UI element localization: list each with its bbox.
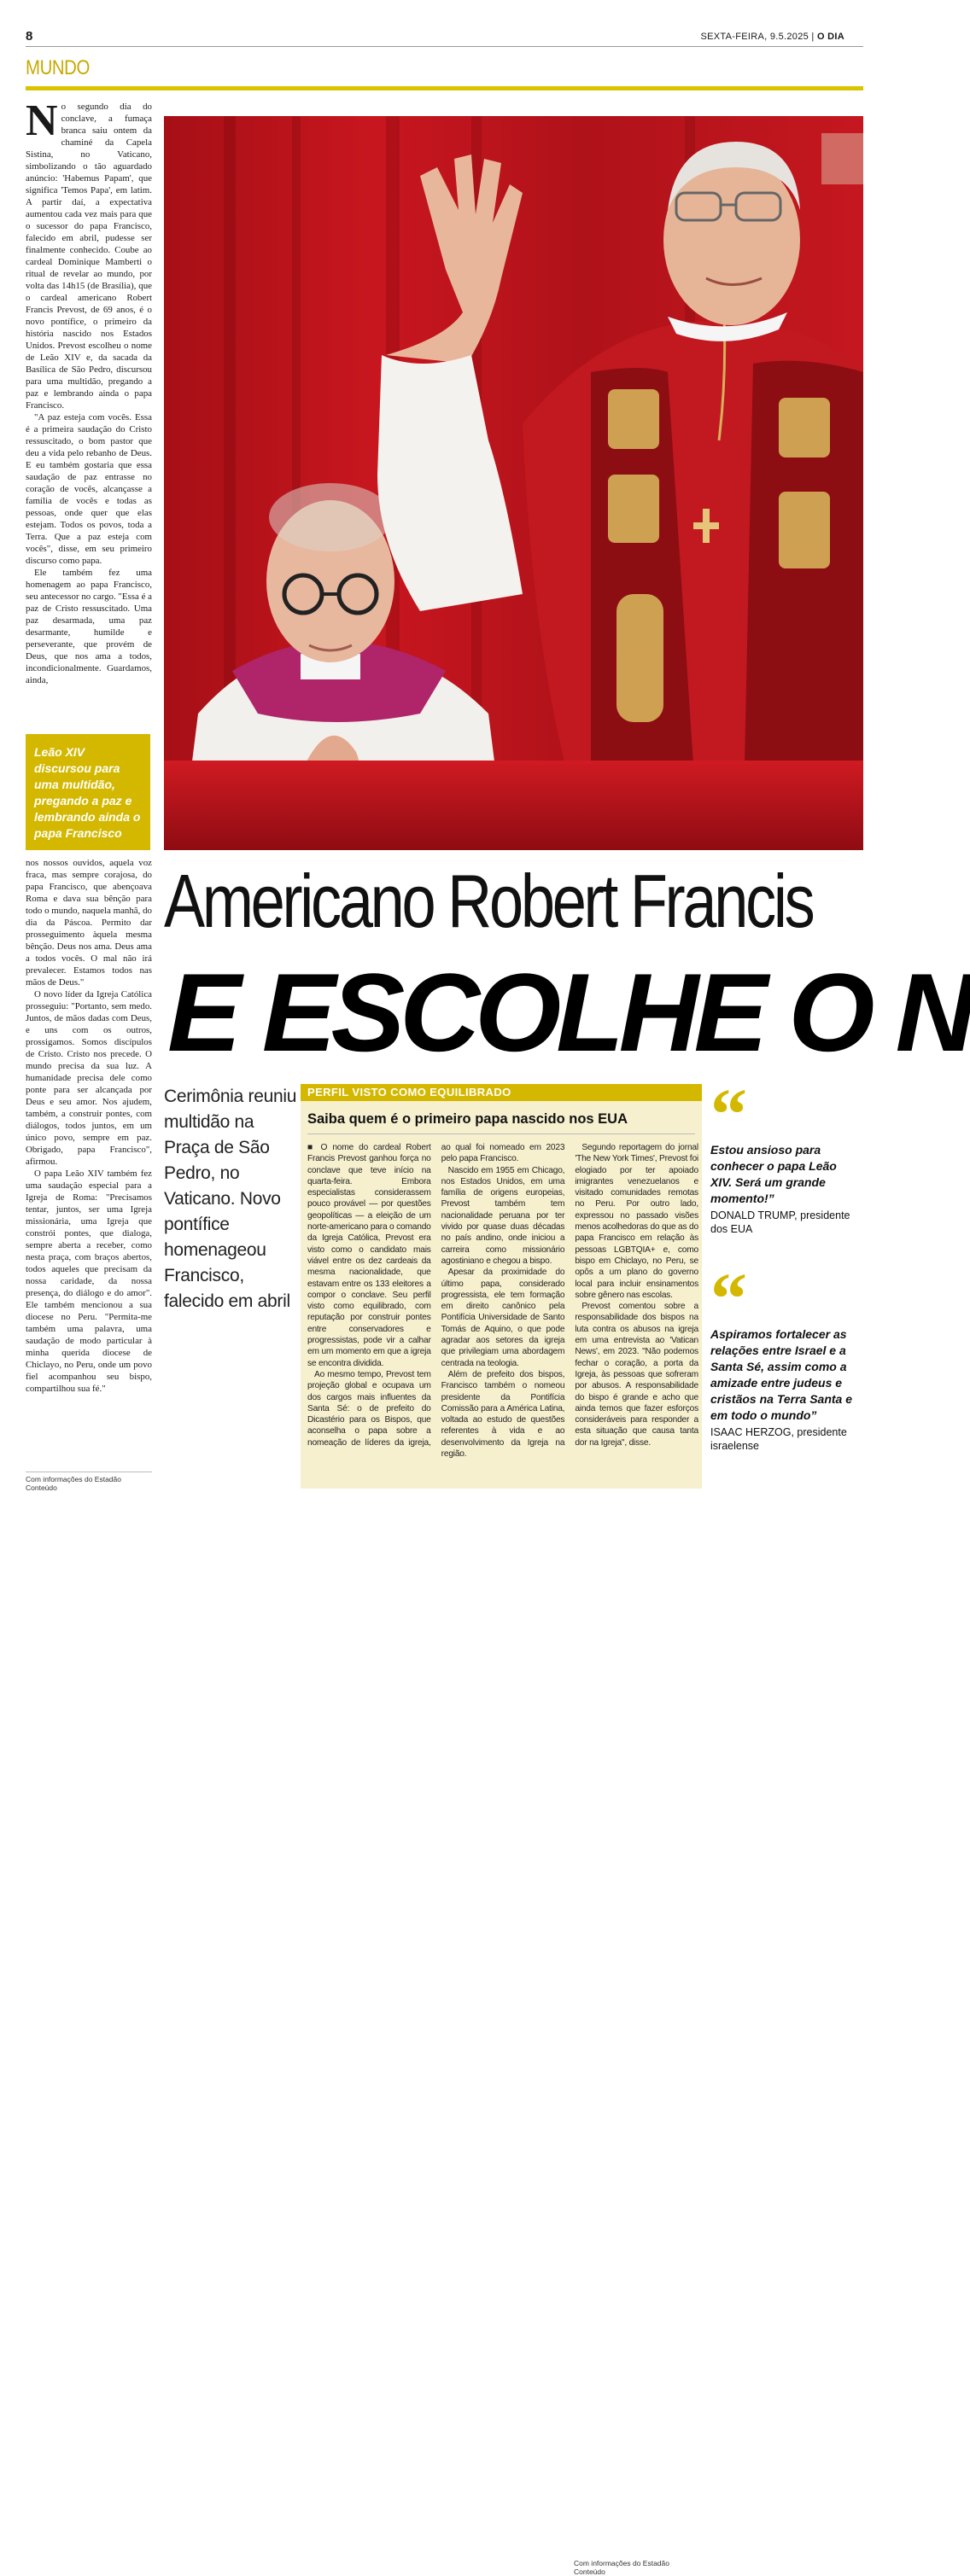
- quote-block: [710, 1257, 857, 1453]
- drop-cap: N: [26, 96, 58, 145]
- box-kicker: PERFIL VISTO COMO EQUILIBRADO: [301, 1084, 702, 1101]
- headline-line-2: E ESCOLHE O N: [167, 950, 970, 1075]
- article-paragraph: "A paz esteja com vocês. Essa é a primeira saudação do Cristo ressuscitado, o bom pastor que deu a vida pelo rebanho de Deus. E eu também gostaria que essa saudação de paz entrasse no coração de vocês, alcançasse a família de vocês e todas as pessoas, onde quer que elas estejam. Todos os povos, toda a Terra. Que a paz esteja com vocês", disse, em seu primeiro discurso como papa.: [26, 412, 152, 566]
- quotes-column: [710, 1073, 857, 1453]
- section-label: MUNDO: [26, 56, 90, 79]
- headline-line-1: Americano Robert Francis: [164, 859, 813, 943]
- quote-mark-icon: “: [710, 1257, 747, 1339]
- header-rule: [26, 46, 863, 47]
- box-paragraph: Além de prefeito dos bispos, Francisco também o nomeou presidente da Pontifícia Comissão para a América Latina, voltada ao estudo de questões referentes à vida e ao desenvolvimento da Igreja na região.: [441, 1369, 565, 1460]
- box-paragraph: Segundo reportagem do jornal 'The New York Times', Prevost foi elogiado por ter apoiado imigrantes venezuelanos e visitado comunidades remotas no Peru. Por outro lado, expressou no passado visões menos acolhedoras do que as do papa Francisco em relação às pessoas LGBTQIA+ e, como bispo em Chiclayo, no Peru, se opôs a um plano do governo local para incluir ensinamentos sobre gênero nas escolas.: [575, 1143, 698, 1300]
- article-paragraph: Ele também fez uma homenagem ao papa Francisco, seu antecessor no cargo. "Essa é a paz de Cristo ressuscitado. Uma paz desarmada, uma paz desarmante, humilde e perseverante, que provém de Deus, que nos ama a todos, incondicionalmente. Guardamos, ainda,: [26, 568, 152, 685]
- box-paragraph: Ao mesmo tempo, Prevost tem projeção global e ocupava um dos cargos mais influentes da Santa Sé: o de prefeito do Dicastério para os Bispos, que aconselha o papa sobre a nomeação de líderes da igreja, ao qual foi nomeado em 2023 pelo papa Francisco.: [307, 1143, 565, 1448]
- subheadline: Cerimônia reuniu multidão na Praça de São Pedro, no Vaticano. Novo pontífice homenageou Francisco, falecido em abril: [164, 1087, 297, 1311]
- photo-illustration: [164, 116, 863, 850]
- pope-photo: [164, 116, 863, 850]
- quote-text: Aspiramos fortalecer as relações entre Israel e a Santa Sé, assim como a amizade entre judeus e cristãos na Terra Santa e em todo o mundo”: [710, 1327, 853, 1422]
- quote-block: [710, 1073, 857, 1236]
- article-paragraph: nos nossos ouvidos, aquela voz fraca, mas sempre corajosa, do papa Francisco, que abençoava Roma e dava sua bênção para todo o mundo, naquela manhã, do dia da Páscoa. Permito dar prosseguimento àquela mesma bênção. Deus nos ama. Deus ama a todos vocês. O mal não irá prevalecer. Estamos todos nas mãos de Deus.": [26, 858, 152, 988]
- dateline: [701, 32, 845, 42]
- article-paragraph: O papa Leão XIV também fez uma saudação especial para a Igreja de Roma: "Precisamos tentar, juntos, ser uma Igreja missionária, uma Igreja que constrói pontes, que dialoga, sempre aberta a receber, como nesta praça, com braços abertos, todos aqueles que precisam da nossa caridade, da nossa presença, do diálogo e do amor". Ele também mencionou a sua diocese no Peru. "Permita-me também uma palavra, uma saudação de modo particular à minha querida diocese de Chiclayo, no Peru, onde um povo fiel acompanhou seu bispo, compartilhou sua fé.": [26, 1169, 152, 1394]
- box-paragraph: Nascido em 1955 em Chicago, nos Estados Unidos, em uma família de origens europeias, Prevost também tem nacionalidade peruana por ter vivido por quase duas décadas no país andino, onde iniciou a carreira como missionário agostiniano e chegou a bispo.: [441, 1165, 565, 1266]
- newspaper-name: O DIA: [816, 32, 844, 42]
- page-number: 8: [26, 29, 33, 44]
- pull-quote: Leão XIV discursou para uma multidão, pregando a paz e lembrando ainda o papa Francisco: [26, 734, 150, 850]
- quote-author: DONALD TRUMP, presidente dos EUA: [710, 1209, 850, 1235]
- box-body: [307, 1142, 698, 1460]
- box-credit: Com informações do Estadão Conteúdo: [574, 2559, 669, 2576]
- quote-text: Estou ansioso para conhecer o papa Leão XIV. Será um grande momento!”: [710, 1143, 837, 1205]
- dateline-separator: |: [811, 32, 815, 42]
- article-credit: Com informações do Estadão Conteúdo: [26, 1472, 152, 1492]
- quote-author: ISAAC HERZOG, presidente israelense: [710, 1426, 847, 1452]
- quote-mark-icon: “: [710, 1073, 747, 1155]
- section-rule: [26, 86, 863, 90]
- article-paragraph: No segundo dia do conclave, a fumaça branca saiu ontem da chaminé da Capela Sistina, no Vaticano, simbolizando o tão aguardado anúncio: 'Habemus Papam', que significa 'Temos Papa', em latim. A partir daí, a expectativa aumentou cada vez mais para que o sucessor do papa Francisco, falecido em abril, pudesse ser finalmente conhecido. Coube ao cardeal Dominique Mamberti o ritual de revelar ao mundo, por volta das 14h15 (de Brasília), que o cardeal americano Robert Francis Prevost, de 69 anos, é o novo pontífice, o primeiro da história nascido nos Estados Unidos. Prevost escolheu o nome de Leão XIV e, da sacada da Basílica de São Pedro, discursou para uma multidão, pregando a paz e lembrando ainda o papa Francisco.: [26, 96, 152, 411]
- issue-date: SEXTA-FEIRA, 9.5.2025: [700, 32, 809, 42]
- box-paragraph: ■ O nome do cardeal Robert Francis Prevost ganhou força no conclave que teve início na quarta-feira. Embora especialistas considerassem pouco provável — por questões geopolíticas — a eleição de um norte-americano para o comando da Igreja Católica, Prevost era visto como o candidato mais viável entre os dez cardeais da mesma nacionalidade, que estavam entre os 133 eleitores a compor o conclave. Seu perfil visto como equilibrado, com reputação por construir pontes entre conservadores e progressistas, pode vir a calhar em um momento em que a igreja se encontra dividida.: [307, 1143, 431, 1368]
- box-paragraph: Prevost comentou sobre a responsabilidade dos bispos na luta contra os abusos na igreja em uma entrevista ao 'Vatican News', em 2023. "Não podemos fechar o coração, a porta da Igreja, às pessoas que sofreram por abusos. A responsabilidade do bispo é grande e acho que ainda temos que fazer esforços consideráveis para responder a esta situação que causa tanta dor na Igreja", disse.: [575, 1302, 698, 1448]
- article-column-bottom: [26, 857, 152, 1463]
- article-column-top: [26, 96, 152, 731]
- box-title: Saiba quem é o primeiro papa nascido nos EUA: [307, 1110, 695, 1134]
- article-paragraph: O novo líder da Igreja Católica prosseguiu: "Portanto, sem medo. Juntos, de mãos dadas com Deus, e uns com os outros, prossigamos. Somos discípulos de Cristo. Cristo nos precede. O mundo precisa da sua luz. A humanidade precisa dele como ponte para ser alcançada por Deus e seu amor. Nos ajudem, também, a construir pontes, com diálogos, todos juntos, em um único povo, sempre em paz. Obrigado, papa Francisco", afirmou.: [26, 989, 152, 1167]
- balcony-drape: [164, 761, 863, 850]
- box-paragraph: Apesar da proximidade do último papa, considerado progressista, ele tem formação em direito canônico pela Pontifícia Universidade de Santo Tomás de Aquino, o que pode agradar aos setores da igreja que privilegiam uma abordagem centrada na teologia.: [441, 1268, 565, 1368]
- profile-box: [301, 1084, 702, 2576]
